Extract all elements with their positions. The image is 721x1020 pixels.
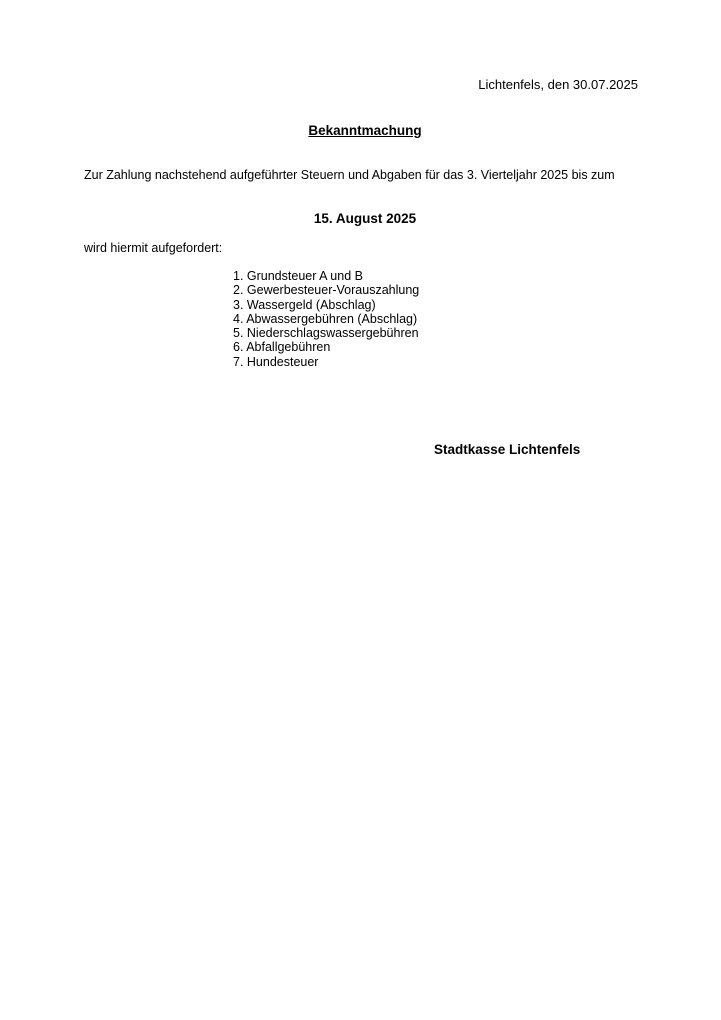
list-item: 4. Abwassergebühren (Abschlag) [233, 311, 418, 326]
tax-list [233, 269, 419, 369]
page-title: Bekanntmachung [308, 123, 422, 138]
list-item: 1. Grundsteuer A und B [233, 269, 363, 283]
list-item: 2. Gewerbesteuer-Vorauszahlung [233, 283, 420, 298]
list-item: 5. Niederschlagswassergebühren [233, 326, 419, 341]
due-date: 15. August 2025 [313, 211, 417, 226]
list-item: 6. Abfallgebühren [233, 340, 331, 355]
request-text: wird hiermit aufgefordert: [84, 241, 223, 255]
place-date: Lichtenfels, den 30.07.2025 [478, 77, 638, 92]
signature: Stadtkasse Lichtenfels [434, 442, 581, 457]
list-item: 7. Hundesteuer [233, 354, 319, 369]
list-item: 3. Wassergeld (Abschlag) [233, 297, 376, 312]
intro-text: Zur Zahlung nachstehend aufgeführter Steuern und Abgaben für das 3. Vierteljahr 2025 bis zum [84, 168, 615, 182]
